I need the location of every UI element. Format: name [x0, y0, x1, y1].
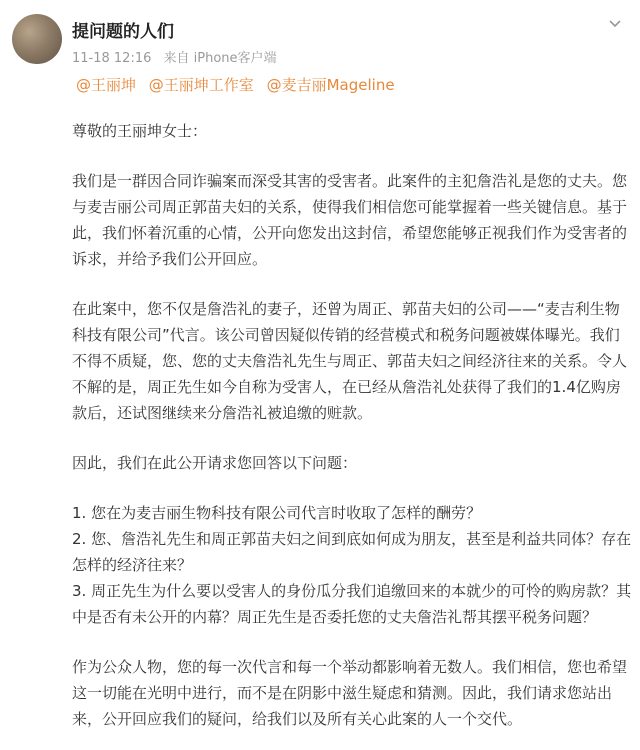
mention-link[interactable]: @王丽坤工作室	[148, 76, 254, 94]
letter-paragraph: 在此案中，您不仅是詹浩礼的妻子，还曾为周正、郭苗夫妇的公司——“麦吉利生物科技有限公司”代言。该公司曾因疑似传销的经营模式和税务问题被媒体曝光。我们不得不质疑，您、您的丈夫詹浩礼先生与周正、郭苗夫妇之间经济往来的关系。令人不解的是，周正先生如今自称为受害人，在已经从詹浩礼处获得了我们的1.4亿购房款后，还试图继续来分詹浩礼被追缴的赃款。	[72, 300, 628, 422]
question-item: 3. 周正先生为什么要以受害人的身份瓜分我们追缴回来的本就少的可怜的购房款？其中是否有未公开的内幕？周正先生是否委托您的丈夫詹浩礼帮其摆平税务问题？	[72, 582, 632, 626]
timestamp: 11-18 12:16	[72, 51, 152, 66]
letter-paragraph: 我们是一群因合同诈骗案而深受其害的受害者。此案件的主犯詹浩礼是您的丈夫。您与麦吉丽公司周正郭苗夫妇的关系，使得我们相信您可能掌握着一些关键信息。基于此，我们怀着沉重的心情，公开向您发出这封信，希望您能够正视我们作为受害者的诉求，并给予我们公开回应。	[72, 172, 628, 268]
username[interactable]: 提问题的人们	[72, 22, 174, 42]
post-meta	[72, 47, 277, 66]
letter-greeting: 尊敬的王丽坤女士：	[72, 122, 208, 140]
letter-paragraph: 因此，我们在此公开请求您回答以下问题：	[72, 454, 358, 472]
avatar[interactable]	[12, 14, 62, 64]
post-header	[0, 0, 640, 110]
mentions	[76, 74, 403, 95]
post-source: 来自 iPhone客户端	[163, 51, 277, 66]
mention-link[interactable]: @麦吉丽Mageline	[266, 76, 395, 94]
letter-paragraph: 作为公众人物，您的每一次代言和每一个举动都影响着无数人。我们相信，您也希望这一切能在光明中进行，而不是在阴影中滋生疑虑和猜测。因此，我们请求您站出来，公开回应我们的疑问，给我们以及所有关心此案的人一个交代。	[72, 658, 628, 728]
chevron-down-icon[interactable]	[604, 14, 626, 36]
question-item: 1. 您在为麦吉丽生物科技有限公司代言时收取了怎样的酬劳？	[72, 504, 482, 522]
mention-link[interactable]: @王丽坤	[76, 76, 137, 94]
post-body	[72, 118, 632, 732]
question-item: 2. 您、詹浩礼先生和周正郭苗夫妇之间到底如何成为朋友，甚至是利益共同体？存在怎样的经济往来？	[72, 530, 632, 574]
